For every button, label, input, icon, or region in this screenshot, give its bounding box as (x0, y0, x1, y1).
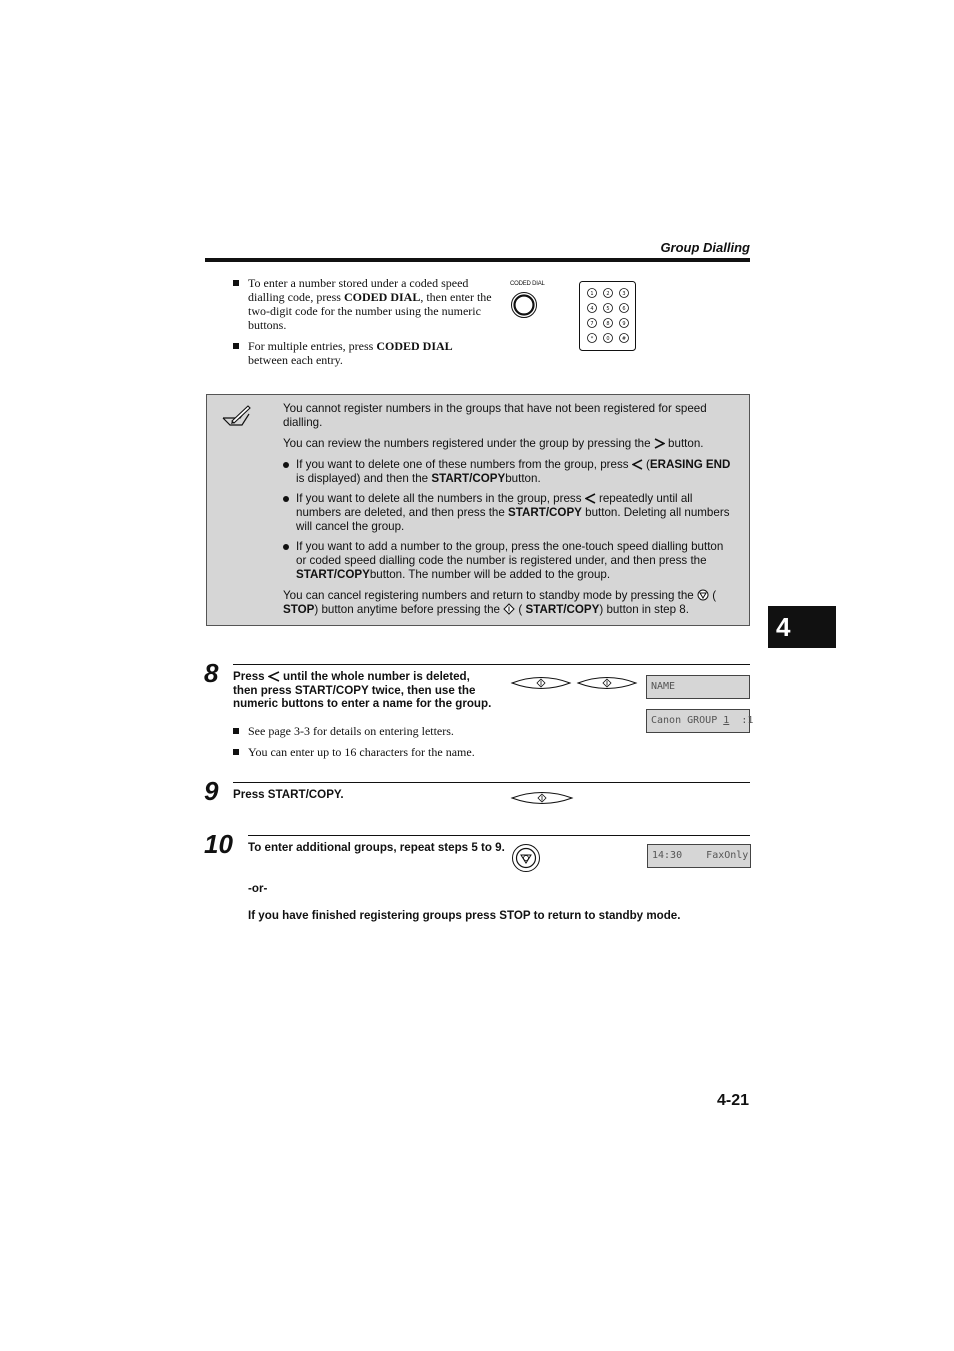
intro-list (233, 276, 495, 367)
bullet-dot (283, 496, 289, 502)
stop-icon (697, 589, 709, 601)
step-rule (233, 782, 750, 783)
step-rule (233, 664, 750, 665)
svg-text:4: 4 (590, 306, 594, 312)
intro-bullet-coded-dial: To enter a number stored under a coded speed dialling code, press CODED DIAL, then enter the two-digit code for the number using the numeric buttons. (233, 276, 495, 332)
step-10-finish: If you have finished registering groups press STOP to return to standby mode. (248, 909, 681, 922)
chapter-tab: 4 (768, 606, 836, 648)
lcd-display-group: Canon GROUP 1 :1 (646, 709, 750, 733)
bullet-dot (283, 544, 289, 550)
step-8-instruction: Press until the whole number is deleted, then press START/COPY twice, then use the numeric buttons to enter a name for the group. (233, 670, 492, 710)
left-arrow-icon (268, 671, 280, 682)
numeric-keypad-icon (578, 280, 638, 353)
section-title: Group Dialling (660, 240, 750, 255)
step-number: 10 (204, 829, 233, 859)
svg-text:1: 1 (590, 291, 594, 297)
bullet-square (233, 343, 239, 349)
note-paragraph-review: You can review the numbers registered under the group by pressing the button. (283, 437, 704, 450)
note-item-delete-one: If you want to delete one of these numbers from the group, press (ERASING END is displayed) and then the START/COPYbutton. (283, 458, 735, 486)
intro-bullet-multiple: For multiple entries, press CODED DIAL between each entry. (233, 339, 495, 367)
list-item: You can enter up to 16 characters for the name. (233, 745, 513, 759)
note-item-delete-all: If you want to delete all the numbers in the group, press repeatedly until all numbers are deleted, and then press the START/COPY button. Deleting all numbers will cancel the group. (283, 492, 735, 534)
start-copy-button-icon (510, 674, 572, 692)
page-number: 4-21 (716, 1092, 749, 1109)
step-number: 8 (204, 658, 219, 688)
svg-text:8: 8 (606, 321, 610, 327)
step-rule (248, 835, 750, 836)
lcd-display-standby: 14:30 FaxOnly (647, 844, 751, 868)
step-number: 9 (204, 776, 219, 806)
left-arrow-icon (632, 459, 643, 470)
stop-button-icon (511, 843, 541, 873)
bullet-square (233, 749, 239, 755)
start-copy-button-icon (576, 674, 638, 692)
start-copy-button-icon (510, 789, 574, 807)
svg-text:0: 0 (606, 336, 610, 342)
step-10-instruction: To enter additional groups, repeat steps 5 to 9. (248, 841, 505, 854)
note-text (283, 402, 735, 624)
svg-text:7: 7 (590, 321, 594, 327)
svg-text:3: 3 (622, 291, 626, 297)
bullet-dot (283, 462, 289, 468)
step-10-or: -or- (248, 882, 268, 895)
lcd-cursor: 1 (723, 715, 730, 726)
coded-dial-label: CODED DIAL (510, 281, 545, 287)
header-rule (205, 258, 750, 262)
svg-text:5: 5 (606, 306, 610, 312)
svg-text:2: 2 (606, 291, 610, 297)
bullet-square (233, 280, 239, 286)
list-item: See page 3-3 for details on entering letters. (233, 724, 513, 738)
svg-text:*: * (590, 336, 594, 342)
bullet-square (233, 728, 239, 734)
step-8-bullets (233, 724, 513, 759)
lcd-display-name: NAME (646, 675, 750, 699)
left-arrow-icon (585, 493, 596, 504)
svg-text:#: # (621, 336, 627, 342)
right-arrow-icon (654, 438, 665, 449)
note-paragraph-registration: You cannot register numbers in the groups that have not been registered for speed dialling. (283, 402, 707, 429)
svg-text:9: 9 (622, 321, 626, 327)
step-9-instruction: Press START/COPY. (233, 788, 344, 801)
svg-text:6: 6 (622, 306, 626, 312)
note-item-add: If you want to add a number to the group, press the one-touch speed dialling button or coded speed dialling code the number is registered under, and then press the START/COPYbutton. The number will be added to the group. (283, 540, 735, 582)
note-pencil-icon (220, 404, 252, 428)
coded-dial-button-icon (510, 291, 538, 319)
start-icon (503, 603, 515, 615)
note-paragraph-cancel: You can cancel registering numbers and return to standby mode by pressing the ( STOP) button anytime before pressing the ( START/COPY) button in step 8. (283, 589, 717, 616)
